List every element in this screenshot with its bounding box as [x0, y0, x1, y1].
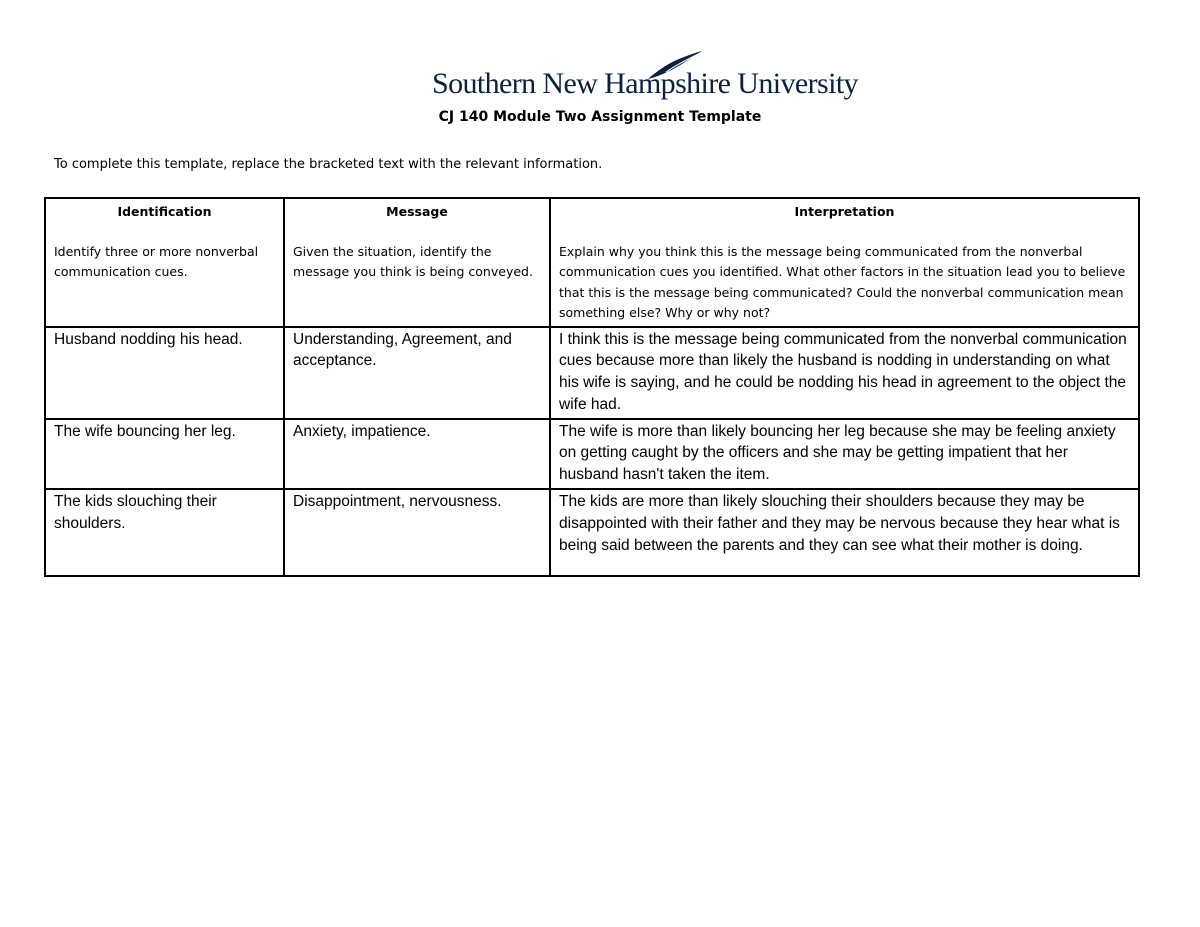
assignment-table: [44, 197, 1140, 577]
column-title: Identification: [117, 204, 212, 219]
column-description: Explain why you think this is the message being communicated from the nonverbal communication cues you identified. What other factors in the situation lead you to believe that this is the message being communicated? Could the nonverbal communication mean something else? Why or why not?: [559, 243, 1126, 320]
header-cell-message: [284, 198, 550, 327]
message-cell: Anxiety, impatience.: [284, 419, 550, 489]
interpretation-cell: The wife is more than likely bouncing her leg because she may be feeling anxiety on getting caught by the officers and she may be getting impatient that her husband hasn't taken the item.: [550, 419, 1139, 489]
interpretation-cell: The kids are more than likely slouching their shoulders because they may be disappointed with their father and they may be nervous because they hear what is being said between the parents and they can see what their mother is doing.: [550, 489, 1139, 576]
message-cell: Disappointment, nervousness.: [284, 489, 550, 576]
instructions-text: To complete this template, replace the bracketed text with the relevant information.: [54, 157, 603, 172]
table-row: [45, 489, 1139, 576]
table-header-row: [45, 198, 1139, 327]
interpretation-cell: I think this is the message being communicated from the nonverbal communication cues because more than likely the husband is nodding in understanding on what his wife is saying, and he could be nodding his head in agreement to the object the wife had.: [550, 327, 1139, 419]
identification-cell: The wife bouncing her leg.: [45, 419, 284, 489]
identification-cell: Husband nodding his head.: [45, 327, 284, 419]
table-row: [45, 419, 1139, 489]
table-row: [45, 327, 1139, 419]
column-title: Interpretation: [794, 204, 895, 219]
column-title: Message: [386, 204, 448, 219]
header-cell-interpretation: [550, 198, 1139, 327]
column-description: Identify three or more nonverbal communication cues.: [54, 243, 259, 279]
university-logo: [432, 50, 858, 106]
page-title: CJ 140 Module Two Assignment Template: [438, 109, 762, 125]
university-name: Southern New Hampshire University: [432, 67, 858, 100]
column-description: Given the situation, identify the message you think is being conveyed.: [293, 243, 533, 279]
message-cell: Understanding, Agreement, and acceptance.: [284, 327, 550, 419]
header-cell-identification: [45, 198, 284, 327]
identification-cell: The kids slouching their shoulders.: [45, 489, 284, 576]
